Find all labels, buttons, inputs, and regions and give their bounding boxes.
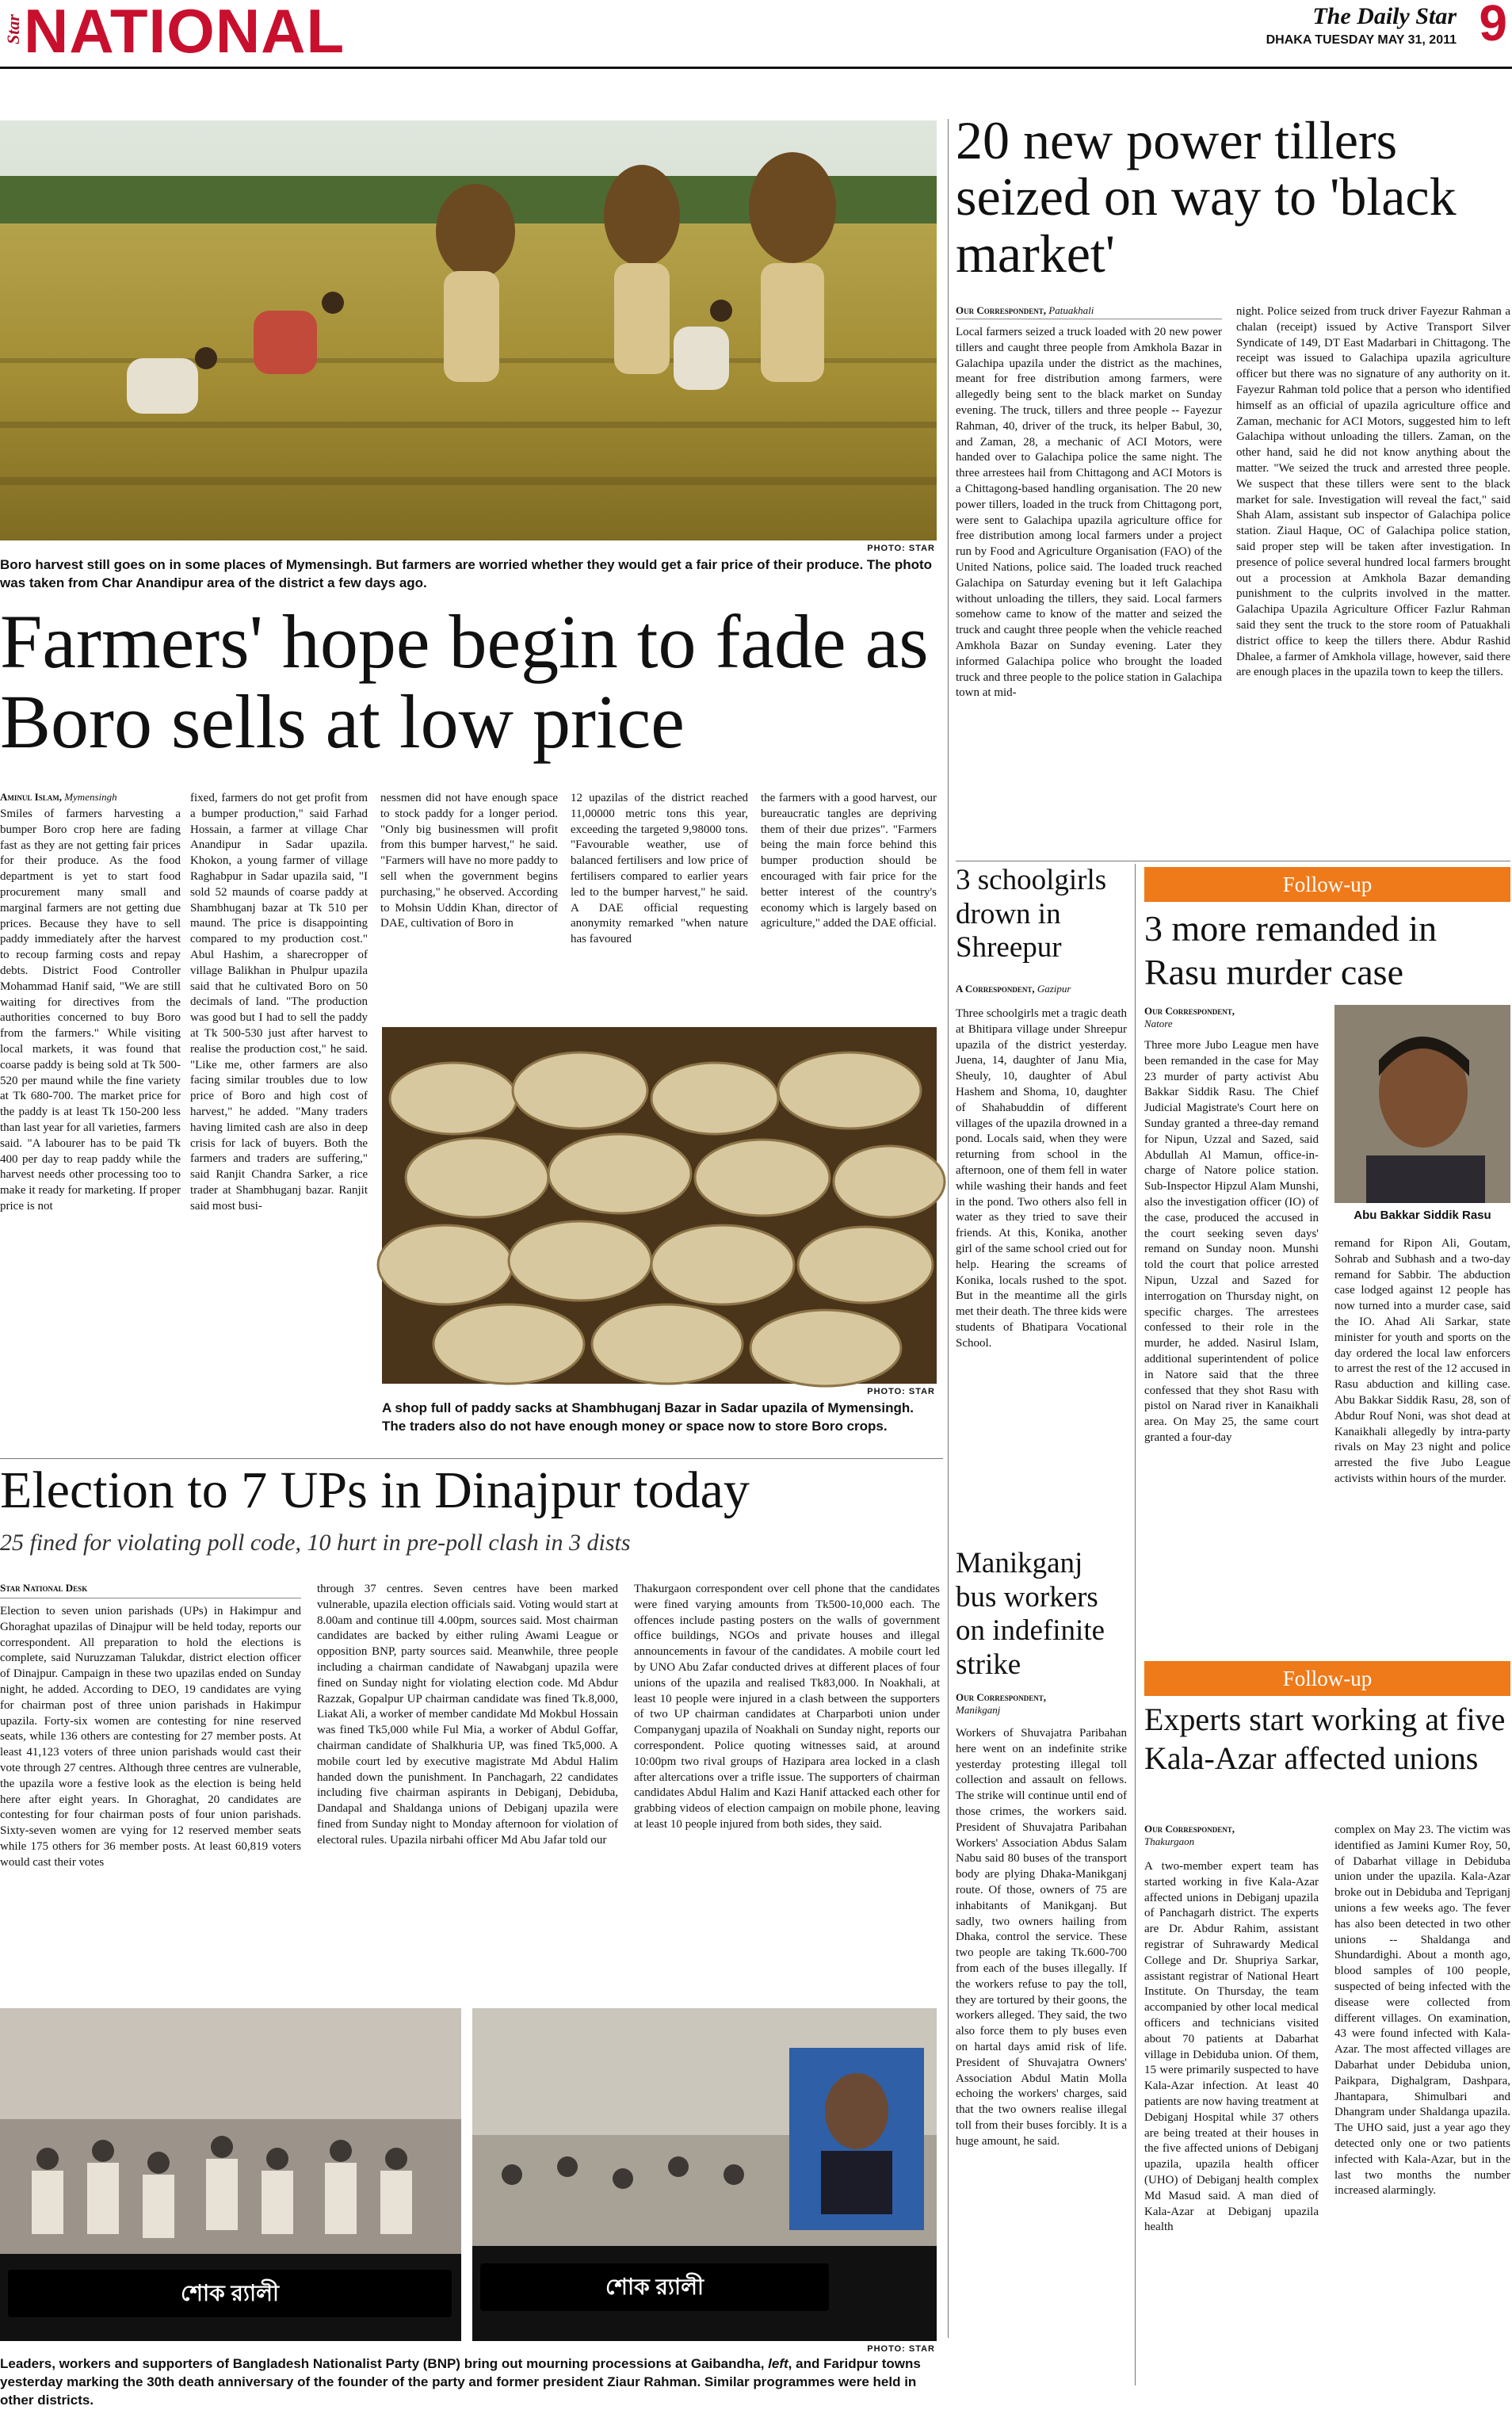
bnp-caption-part-2: , and Faridpur towns yesterday marking the 30th death anniversary of the founder of the party and former president Ziaur Rahman. Similar programmes were held in other districts. <box>0 2356 921 2408</box>
inner-column-divider <box>1135 864 1136 2385</box>
boro-headline: Farmers' hope begin to fade as Boro sells at low price <box>0 599 929 764</box>
portrait-illustration <box>1334 1005 1510 1203</box>
election-byline: Star National Desk <box>0 1582 88 1594</box>
manikganj-body: Workers of Shuvajatra Paribahan here went on an indefinite strike yesterday protesting illegal toll collection and assault on fellows. The strike will continue until end of those crimes, the workers said. President of Shuvajatra Paribahan Workers' Association Abdus Salam Nabu said 80 buses of the transport body are plying Dhaka-Manikganj route. Of those, owners of 75 are inhabitants of Manikganj. But sadly, two owners hailing from Dhaka, control the service. These two people are taking Tk.600-700 from each of the buses illegally. If the workers refuse to pay the toll, they are tortured by their goons, the workers alleged. They said, the two also force them to ply buses even on hartal days amid risk of life. President of Shuvajatra Owners' Association Abdul Matin Molla echoing the workers' charges, said that the two owners realise illegal toll from their buses forcibly. It is a huge amount, he said. <box>956 1727 1127 2148</box>
tillers-byline-place: Patuakhali <box>1048 304 1094 316</box>
sacks-photo-caption: A shop full of paddy sacks at Shambhuganj Bazar in Sadar upazila of Mymensingh. The traders also do not have enough money or space now to store Boro crops. <box>382 1400 914 1434</box>
dateline: DHAKA TUESDAY MAY 31, 2011 <box>1266 33 1457 47</box>
bnp-caption-part-1: Leaders, workers and supporters of Bangladesh Nationalist Party (BNP) bring out mourning processions at Gaibandha, <box>0 2356 769 2371</box>
masthead-rule <box>0 67 1512 69</box>
sacks-photo-credit: PHOTO: STAR <box>867 1387 935 1396</box>
kalaazar-byline-place: Thakurgaon <box>1144 1835 1195 1847</box>
paddy-sacks-photo <box>382 1027 937 1384</box>
banner-right: শোক র‍্যালী <box>480 2263 829 2311</box>
rasu-photo-caption: Abu Bakkar Siddik Rasu <box>1354 1209 1491 1222</box>
manikganj-byline <box>956 1691 1127 1717</box>
election-headline: Election to 7 UPs in Dinajpur today <box>0 1461 750 1519</box>
column-divider <box>948 119 949 2338</box>
election-deck: 25 fined for violating poll code, 10 hurt in pre-poll clash in 3 dists <box>0 1530 631 1556</box>
faridpur-rally-photo <box>472 2008 937 2341</box>
bnp-photo-caption <box>0 2355 943 2408</box>
tillers-col-2: night. Police seized from truck driver Fayezur Rahman a chalan (receipt) issued by Active Transport Silver Syndicate of 149, DT East Madarbari in Chittagong. The receipt was issued to Galachipa upazila agriculture officer but there was no signature of any authority on it. Fayezur Rahman told police that a person who identified himself as an official of upazila agriculture office and Zaman, mechanic for ACI Motors, suggested him to left Galachipa without unloading the tillers. Zaman, on the other hand, said he did not know anything about the matter. "We seized the truck and arrested three people. We suspect that these tillers were sent to the black market for sale. Investigation will reveal the fact," said Shah Alam, assistant sub inspector of Galachipa police station. Ziaul Haque, OC of Galachipa police station, said proper step will be taken after investigation. In presence of police several hundred local farmers brought out a procession at Amkhola Bazar demanding punishment to the culprits involved in the matter. Galachipa Upazila Agriculture Officer Fazlur Rahman said they sent the truck to the store room of Patuakhali district office to keep the tillers there. Abdur Rashid Dhalee, a farmer of Amkhola village, however, said there are enough places in the upazila town to keep the tillers. <box>1236 305 1510 679</box>
boro-byline-place: Mymensingh <box>64 791 117 803</box>
section-title: NATIONAL <box>24 0 346 66</box>
rasu-byline-place: Natore <box>1144 1018 1173 1029</box>
schoolgirls-body: Three schoolgirls met a tragic death at Bhitipara village under Shreepur upazila of the district yesterday. Juena, 14, daughter of Janu Mia, Sheuly, 10, daughter of Abul Hashem and Shoma, 10, daughter of Shahabuddin of different villages of the upazila drowned in a pond. Locals said, when they were returning from school in the afternoon, one of them fell in water while washing their hands and feet in the pond. Two others also fell in water as they tried to save their friends. At this, Konika, another girl of the same school cried out for help. Hearing the screams of Konika, locals rushed to the spot. But in the meantime all the girls met their death. The three kids were students of Bhatipara Vocational School. <box>956 1007 1127 1350</box>
boro-col-5: the farmers with a good harvest, our bureaucratic tangles are depriving them of their due prizes". "Farmers being the main force behind this bumper production should be encouraged with fair price for the better interest of the country's economy which is largely based on agriculture," added the DAE official. <box>761 792 937 930</box>
boro-col-3: nessmen did not have enough space to stock paddy for a longer period. "Only big businessmen will profit from this bumper harvest," he said. "Farmers will have no more paddy to sell when the government begins purchasing," he observed. According to Mohsin Uddin Khan, director of DAE, cultivation of Boro in <box>380 792 558 930</box>
election-top-rule <box>0 1458 943 1459</box>
rasu-portrait-photo <box>1334 1005 1510 1203</box>
schoolgirls-byline <box>956 983 1127 995</box>
kalaazar-col-1: A two-member expert team has started working in five Kala-Azar affected unions in Debiganj upazila of Panchagarh district. The experts are Dr. Abdur Rahim, assistant registrar of Suhrawardy Medical College and Dr. Shupriya Sarkar, assistant registrar of National Heart Institute. On Thursday, the team accompanied by other local medical officers and technicians visited about 70 patients at Dabarhat village in Debiduba union. Of them, 15 were primarily suspected to have Kala-Azar infection. At least 40 patients are now having treatment at Debiganj Hospital while 37 others are being treated at their houses in the five affected unions of Debiganj upazila, upazila health officer (UHO) of Debiganj health complex Md Masud said. A man died of Kala-Azar at Debiganj upazila health <box>1144 1860 1319 2234</box>
rasu-followup-kicker: Follow-up <box>1144 867 1510 902</box>
boro-byline <box>0 791 182 804</box>
schoolgirls-headline: 3 schoolgirls drown in Shreepur <box>956 864 1107 964</box>
manikganj-byline-name: Our Correspondent, <box>956 1691 1047 1703</box>
boro-photo-credit: PHOTO: STAR <box>867 544 935 553</box>
election-col-3: Thakurgaon correspondent over cell phone that the candidates were fined varying amounts from Tk500-10,000 each. The offences include pasting posters on the walls of government office buildings, NGOs and private houses and illegal announcements in favour of the candidates. A mobile court led by UNO Abu Zafar conducted drives at different places of four unions of the upazila and realised Tk83,000. In Noakhali, at least 10 people were injured in a clash between the supporters of two UP chairman candidates at Charparboti union under Companyganj upazila of Noakhali on Sunday night, reports our correspondent. Police quoting witnesses said, at around 10:00pm two rival groups of Hazipara area locked in a clash after altercations over a trifle issue. The supporters of chairman candidates Abdul Halim and Kazi Hanif attacked each other for grabbing videos of election campaign on mobile phone, leaving at least 10 people injured from both sides, they said. <box>634 1583 940 1831</box>
schoolgirls-byline-place: Gazipur <box>1037 983 1071 995</box>
bnp-photo-credit: PHOTO: STAR <box>867 2344 935 2354</box>
paper-name: The Daily Star <box>1312 3 1457 29</box>
kalaazar-byline <box>1144 1823 1303 1848</box>
boro-col-2: fixed, farmers do not get profit from a bumper production," said Farhad Hossain, a farmer at village Char Anandipur in Sadar upazila. Khokon, a young farmer of village Raghabpur in Sadar upazila said, "I sold 52 maunds of coarse paddy at Shambhuganj bazar at Tk 510 per maund. The price is disappointing compared to my production cost." Abul Hashim, a sharecropper of village Balikhan in Phulpur upazila said that he cultivated Boro on 50 decimals of land. "The production was good but I had to sell the paddy at Tk 500-530 just after harvest to realise the production cost," he said. "Like me, other farmers are also facing similar troubles due to low price of Boro and high cost of harvest," he added. "Many traders having limited cash are also in deep crisis for lack of buyers. Both the farmers and traders are suffering," said Ranjit Chandra Sarker, a rice trader at Shambhuganj bazar. Ranjit said most busi- <box>190 792 368 1213</box>
tillers-headline: 20 new power tillers seized on way to 'black market' <box>956 110 1457 284</box>
manikganj-headline: Manikganj bus workers on indefinite strike <box>956 1547 1105 1681</box>
rasu-byline-name: Our Correspondent, <box>1144 1005 1235 1017</box>
kalaazar-byline-name: Our Correspondent, <box>1144 1823 1235 1835</box>
bnp-caption-left: left <box>768 2356 788 2371</box>
schoolgirls-byline-name: A Correspondent, <box>956 983 1035 995</box>
gaibandha-rally-photo <box>0 2008 461 2341</box>
rasu-byline <box>1144 1005 1295 1030</box>
paddy-sacks-illustration <box>382 1027 937 1384</box>
rasu-col-2: remand for Ripon Ali, Goutam, Sohrab and Subhash and a two-day remand for Sabbir. The abduction case lodged against 12 people has now turned into a murder case, said the IO. Ahad Ali Sarkar, state minister for youth and sports on the day ordered the local law enforcers to arrest the rest of the 12 accused in Rasu abduction and killing case. Abu Bakkar Siddik Rasu, 28, son of Abdur Rouf Noni, was shot dead at Kanaikhali allegedly by intra-party rivals on May 23 night and police arrested the five Jubo League activists within hours of the murder. <box>1334 1237 1510 1485</box>
boro-byline-name: Aminul Islam, <box>0 791 62 803</box>
kalaazar-followup-kicker: Follow-up <box>1144 1661 1510 1696</box>
paddy-field-illustration <box>0 120 937 540</box>
banner-left: শোক র‍্যালী <box>8 2270 452 2317</box>
rasu-headline: 3 more remanded in Rasu murder case <box>1144 908 1438 993</box>
boro-photo-caption: Boro harvest still goes on in some places of Mymensingh. But farmers are worried whether they would get a fair price of their produce. The photo was taken from Char Anandipur area of the district a few days ago. <box>0 557 933 590</box>
boro-harvest-photo <box>0 120 937 540</box>
tillers-byline-name: Our Correspondent, <box>956 304 1047 316</box>
page-number: 9 <box>1479 0 1507 52</box>
rasu-col-1: Three more Jubo League men have been remanded in the case for May 23 murder of party activist Abu Bakkar Siddik Rasu. The Chief Judicial Magistrate's Court here on Sunday granted a three-day remand for Nipun, Uzzal and Sazed, said Abdullah Al Mamun, office-in-charge of Natore police station. Sub-Inspector Hipzul Alam Munshi, also the investigation officer (IO) of the case, produced the accused in the court seeking seven days' remand on Sunday noon. Munshi told the court that police arrested Nipun, Uzzal and Sazed for interrogation on Thursday night, on specific charges. The arrestees confessed to their role in the murder, he added. Nasirul Islam, additional superintendent of police in Natore said that the three confessed that they shot Rasu with pistol on Narad river in Kanaikhali area. On May 25, the same court granted a four-day <box>1144 1039 1319 1444</box>
boro-col-1: Smiles of farmers harvesting a bumper Boro crop here are fading fast as they are not getting fair prices for their produce. As the food department is yet to start food procurement many small and marginal farmers are not getting due prices. Because they have to sell paddy immediately after the harvest to recoup farming costs and repay debts. District Food Controller Mohammad Hanif said, "We are still waiting for directives from the authorities concerned to buy Boro from the farmers." While visiting local markets, it was found that coarse paddy is being sold at Tk 500-520 per maund while the fine variety at Tk 680-700. The market price for the paddy is at least Tk 150-200 less than last year for all varieties, farmers said. "A labourer has to be paid Tk 400 per day to reap paddy while the harvest needs other processing too to make it ready for marketing. If proper price is not <box>0 808 181 1213</box>
star-vertical-logo: Star <box>3 14 23 44</box>
manikganj-byline-place: Manikganj <box>956 1704 1001 1716</box>
election-col-2: through 37 centres. Seven centres have been marked vulnerable, upazila election officials said. Voting would start at 8.00am and continue till 4.00pm, sources said. Most chairman candidates are backed by either ruling Awami League or opposition BNP, party sources said. Meanwhile, three people including a chairman candidate of Nawabganj upazila were fined on Sunday night for violating election code. Md Abdur Razzak, Gopalpur UP chairman candidate was fined Tk.8,000, Liakat Ali, a worker of member candidate Md Mokbul Hossain was fined Tk5,000 while Ful Mia, a worker of Abdul Goffar, chairman candidate of Shalkhuria UP, was fined Tk5,000. A mobile court led by executive magistrate Md Abdul Halim handed down the punishment. In Panchagarh, 22 candidates including five chairman aspirants in Debiganj, Debiduba, Dandapal and Shaldanga unions of Debiganj upazila were fined from Sunday night to Monday afternoon for violation of electoral rules. Upazila nirbahi officer Md Abu Jafar told our <box>317 1583 618 1847</box>
paper-info <box>1266 3 1457 48</box>
tillers-byline <box>956 304 1225 317</box>
masthead <box>0 0 1512 66</box>
tillers-col-1: Local farmers seized a truck loaded with 20 new power tillers and caught three people from Amkhola Bazar in Galachipa upazila under the district as the machines, meant for free distribution among farmers, were allegedly being sent to the black market on Sunday evening. The truck, tillers and three people -- Fayezur Rahman, 40, driver of the truck, its helper Babul, 30, and Zaman, 28, a mechanic of ACI Motors, were handed over to Galachipa police the same night. The three arrestees hail from Chittagong and ACI Motors is a Chittagong-based handling organisation. The 20 new power tillers, loaded in the truck from Chittagong port, were sent to Galachipa upazila agriculture office for free distribution among local farmers under a project run by Food and Agriculture Organisation (FAO) of the United Nations, police said. The loaded truck reached Galachipa on Saturday evening but it left Galachipa without unloading the tillers, they said. Local farmers somehow came to know of the matter and seized the truck and caught three people when the vehicle reached Amkhola Bazar on Sunday evening. Later they informed Galachipa police who brought the loaded truck and three people to the police station in Galachipa town at mid- <box>956 326 1222 700</box>
kalaazar-headline: Experts start working at five Kala-Azar affected unions <box>1144 1702 1506 1776</box>
election-col-1: Election to seven union parishads (UPs) in Hakimpur and Ghoraghat upazilas of Dinajpur will be held today, reports our correspondent. All preparation to hold the elections is complete, said Nuruzzaman Talukdar, district election officer of Dinajpur. Campaign in these two upazilas ended on Sunday night, he added. According to DEO, 19 candidates are vying for chairman post of three union parishads in Hakimpur upazila. Forty-six women are contesting for nine reserved seats, while 136 others are contesting for 27 member posts. At least 41,123 voters of three union parishads would cast their vote through 27 centres. Although three centres are vulnerable, the upazila wore a festive look as the election is being held here after eight years. In Ghoraghat, 20 candidates are contesting for four chairman posts of four union parishads. Sixty-seven women are vying for 12 reserved member seats while 175 others for 36 member posts. At least 60,819 voters would cast their votes <box>0 1605 301 1869</box>
kalaazar-col-2: complex on May 23. The victim was identified as Jamini Kumer Roy, 50, of Dabarhat village in Debiduba union under the upazila. Kala-Azar broke out in Debiduba and Tepriganj unions a few weeks ago. The fever has also been detected in two other unions -- Shaldanga and Shundardighi. About a month ago, blood samples of 100 people, suspected of being infected with the disease were collected from different villages. On examination, 43 were found infected with Kala-Azar. The most affected villages are Dabarhat under Debiduba union, Paikpara, Dighalgram, Dashpara, Jhantapara, Shimulbari and Dhangram under Shaldanga upazila. The UHO said, just a year ago they detected only one or two patients infected with Kala-Azar, but in the last two months the number increased alarmingly. <box>1334 1824 1510 2198</box>
boro-col-4: 12 upazilas of the district reached 11,00000 metric tons this year, exceeding the targeted 9,98000 tons. "Favourable weather, use of balanced fertilisers and low price of fertilisers compared to earlier years led to the bumper harvest," he said. A DAE official requesting anonymity remarked "when nature has favoured <box>571 792 748 946</box>
